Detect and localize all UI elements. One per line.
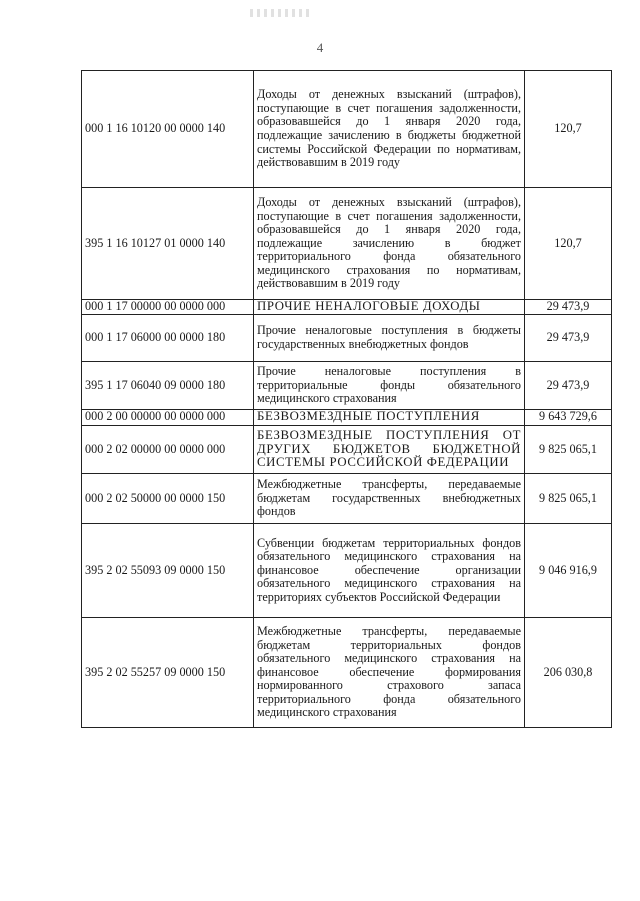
description-cell: Субвенции бюджетам территориальных фондов обязательного медицинского страхования на финансовое обеспечение организации обязательного медицинского страхования на территориях субъектов Российской Федерации — [254, 524, 525, 618]
budget-code-cell: 395 2 02 55093 09 0000 150 — [82, 524, 254, 618]
table-row-section — [82, 300, 612, 315]
budget-code-cell: 000 2 02 50000 00 0000 150 — [82, 474, 254, 524]
amount-cell: 29 473,9 — [525, 300, 612, 315]
table-row — [82, 362, 612, 410]
table-row — [82, 524, 612, 618]
amount-cell: 9 825 065,1 — [525, 426, 612, 474]
description-cell: Прочие неналоговые поступления в бюджеты государственных внебюджетных фондов — [254, 315, 525, 362]
description-cell: Межбюджетные трансферты, передаваемые бюджетам государственных внебюджетных фондов — [254, 474, 525, 524]
table-row — [82, 188, 612, 300]
budget-code-cell: 000 1 17 00000 00 0000 000 — [82, 300, 254, 315]
budget-code-cell: 000 1 16 10120 00 0000 140 — [82, 71, 254, 188]
description-cell: ПРОЧИЕ НЕНАЛОГОВЫЕ ДОХОДЫ — [254, 300, 525, 315]
table-row — [82, 474, 612, 524]
table-row — [82, 71, 612, 188]
budget-code-cell: 395 1 17 06040 09 0000 180 — [82, 362, 254, 410]
table-row — [82, 315, 612, 362]
table-row — [82, 618, 612, 728]
budget-code-cell: 000 2 00 00000 00 0000 000 — [82, 410, 254, 426]
amount-cell: 9 643 729,6 — [525, 410, 612, 426]
scan-header-mark — [250, 9, 310, 17]
table-row-section — [82, 426, 612, 474]
table-row-section — [82, 410, 612, 426]
description-cell: Прочие неналоговые поступления в территориальные фонды обязательного медицинского страхования — [254, 362, 525, 410]
description-cell: Межбюджетные трансферты, передаваемые бюджетам территориальных фондов обязательного медицинского страхования на финансовое обеспечение формирования нормированного страхового запаса территориального фонда обязательного медицинского страхования — [254, 618, 525, 728]
budget-code-cell: 395 2 02 55257 09 0000 150 — [82, 618, 254, 728]
budget-code-cell: 000 1 17 06000 00 0000 180 — [82, 315, 254, 362]
amount-cell: 206 030,8 — [525, 618, 612, 728]
amount-cell: 29 473,9 — [525, 362, 612, 410]
amount-cell: 9 046 916,9 — [525, 524, 612, 618]
amount-cell: 29 473,9 — [525, 315, 612, 362]
budget-code-cell: 000 2 02 00000 00 0000 000 — [82, 426, 254, 474]
amount-cell: 120,7 — [525, 71, 612, 188]
description-cell: Доходы от денежных взысканий (штрафов), поступающие в счет погашения задолженности, образовавшейся до 1 января 2020 года, подлежащие зачислению в бюджет территориального фонда обязательного медицинского страхования по нормативам, действовавшим в 2019 году — [254, 188, 525, 300]
description-cell: БЕЗВОЗМЕЗДНЫЕ ПОСТУПЛЕНИЯ ОТ ДРУГИХ БЮДЖЕТОВ БЮДЖЕТНОЙ СИСТЕМЫ РОССИЙСКОЙ ФЕДЕРАЦИИ — [254, 426, 525, 474]
amount-cell: 120,7 — [525, 188, 612, 300]
budget-revenue-table — [81, 70, 612, 728]
page-number: 4 — [316, 40, 324, 55]
description-cell: Доходы от денежных взысканий (штрафов), поступающие в счет погашения задолженности, образовавшейся до 1 января 2020 года, подлежащие зачислению в бюджеты бюджетной системы Российской Федерации по нормативам, действовавшим в 2019 году — [254, 71, 525, 188]
description-cell: БЕЗВОЗМЕЗДНЫЕ ПОСТУПЛЕНИЯ — [254, 410, 525, 426]
budget-code-cell: 395 1 16 10127 01 0000 140 — [82, 188, 254, 300]
amount-cell: 9 825 065,1 — [525, 474, 612, 524]
